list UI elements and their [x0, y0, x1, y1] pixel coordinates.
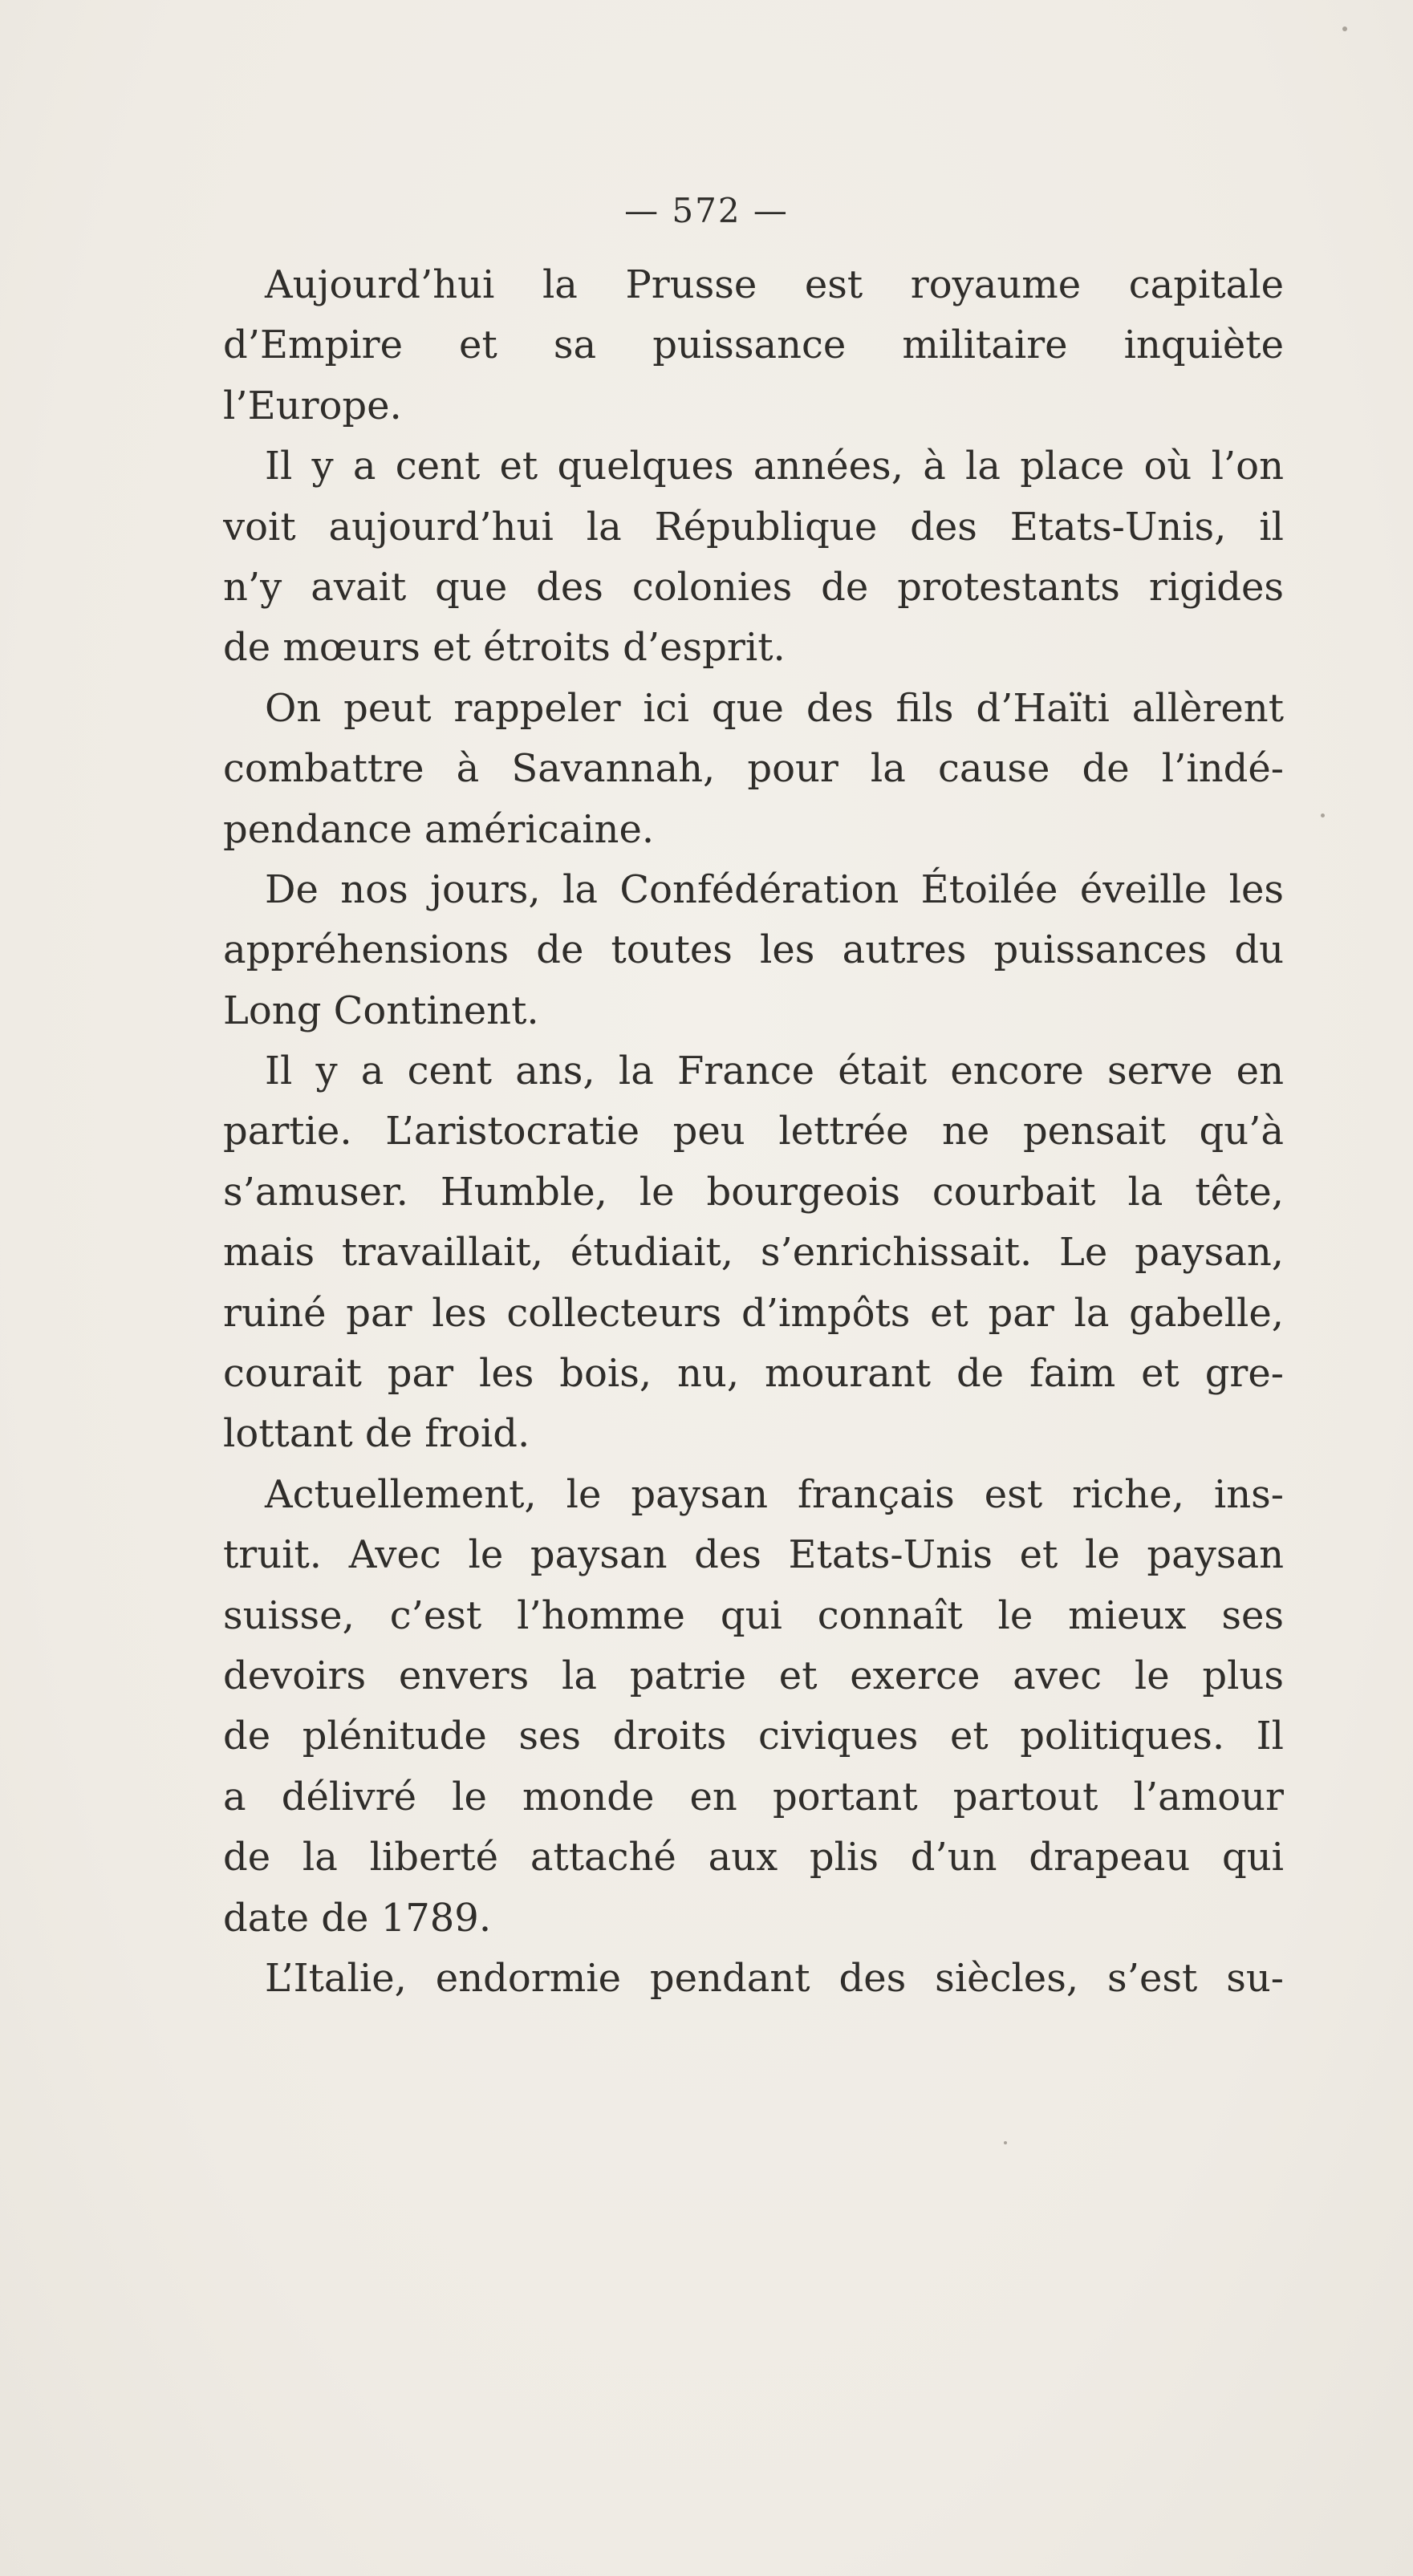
paper-speck [1004, 2141, 1007, 2144]
text-line: Il y a cent et quelques années, à la place où l’on [265, 444, 1284, 489]
text-line: devoirs envers la patrie et exerce avec le plus [223, 1653, 1284, 1698]
text-line: ruiné par les collecteurs d’impôts et par la gabelle, [223, 1290, 1284, 1336]
paper-speck [1321, 813, 1325, 817]
text-line: appréhensions de toutes les autres puissances du [223, 927, 1284, 973]
text-line: combattre à Savannah, pour la cause de l’indé- [223, 746, 1284, 792]
text-line: Long Continent. [223, 988, 539, 1033]
text-line: Aujourd’hui la Prusse est royaume capitale [265, 262, 1284, 307]
text-line: voit aujourd’hui la République des Etats-Unis, il [223, 504, 1284, 550]
text-line: truit. Avec le paysan des Etats-Unis et le paysan [223, 1532, 1284, 1578]
paper-speck [1342, 26, 1347, 31]
page-number-header: — 572 — [624, 191, 789, 230]
text-line: suisse, c’est l’homme qui connaît le mieux ses [223, 1592, 1284, 1638]
text-line: s’amuser. Humble, le bourgeois courbait la tête, [223, 1169, 1284, 1215]
text-line: pendance américaine. [223, 806, 655, 852]
text-line: On peut rappeler ici que des fils d’Haïti allèrent [265, 685, 1284, 731]
text-line: de plénitude ses droits civiques et politiques. Il [223, 1714, 1284, 1759]
text-line: Il y a cent ans, la France était encore serve en [265, 1049, 1284, 1094]
text-line: de la liberté attaché aux plis d’un drapeau qui [223, 1835, 1284, 1880]
text-line: n’y avait que des colonies de protestants rigides [223, 564, 1284, 610]
text-line: d’Empire et sa puissance militaire inquiète [223, 323, 1284, 368]
text-line: partie. L’aristocratie peu lettrée ne pensait qu’à [223, 1109, 1284, 1154]
text-line: lottant de froid. [223, 1411, 530, 1457]
text-line: De nos jours, la Confédération Étoilée éveille les [265, 866, 1284, 912]
text-line: L’Italie, endormie pendant des siècles, s’est su- [265, 1955, 1284, 2001]
text-line: de mœurs et étroits d’esprit. [223, 625, 786, 671]
text-line: l’Europe. [223, 383, 402, 428]
text-line: mais travaillait, étudiait, s’enrichissait. Le paysan, [223, 1230, 1284, 1276]
page-body-text [223, 255, 1284, 2009]
text-line: a délivré le monde en portant partout l’amour [223, 1774, 1284, 1819]
text-line: date de 1789. [223, 1895, 492, 1941]
text-line: courait par les bois, nu, mourant de faim et gre- [223, 1351, 1284, 1397]
text-line: Actuellement, le paysan français est riche, ins- [265, 1471, 1284, 1517]
